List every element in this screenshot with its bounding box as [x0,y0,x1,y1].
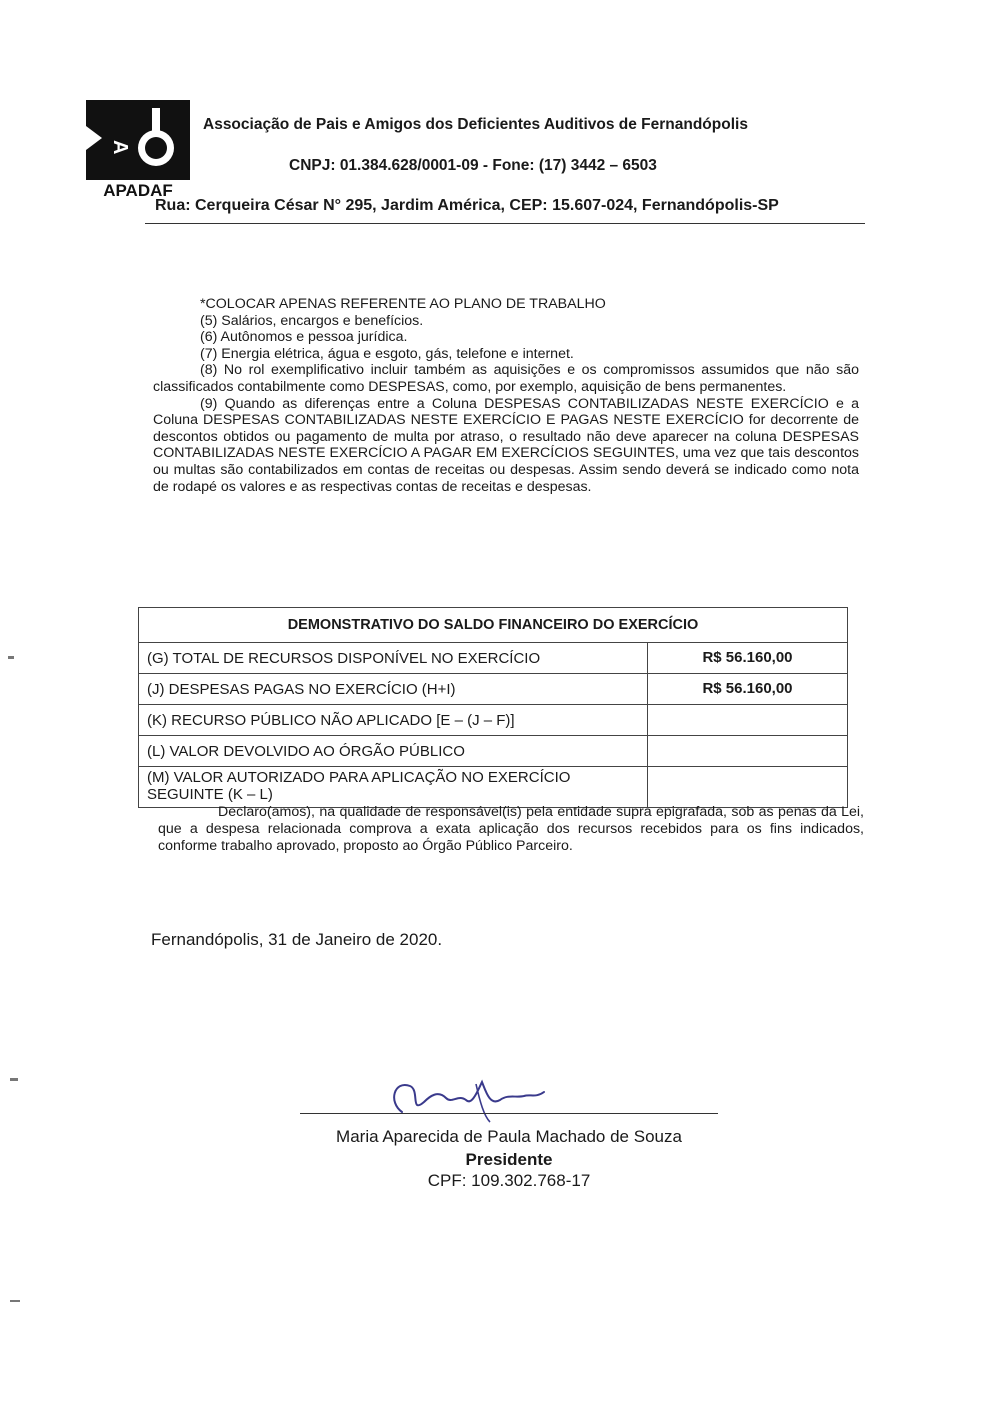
handwritten-signature [380,1072,560,1124]
signer-cpf: CPF: 109.302.768-17 [427,1171,591,1190]
signer-role: Presidente [465,1150,553,1169]
notes-section [153,296,859,495]
row-value [648,736,848,767]
row-label: (J) DESPESAS PAGAS NO EXERCÍCIO (H+I) [139,674,648,705]
signer-name: Maria Aparecida de Paula Machado de Souza [336,1127,682,1146]
apadaf-logo [82,98,194,198]
table-row [139,705,848,736]
organization-address: Rua: Cerqueira César N° 295, Jardim América, CEP: 15.607-024, Fernandópolis-SP [155,197,779,214]
svg-text:A: A [109,140,131,155]
row-label: (G) TOTAL DE RECURSOS DISPONÍVEL NO EXERCÍCIO [139,643,648,674]
note-5: (5) Salários, encargos e benefícios. [200,312,424,329]
header-divider [145,223,865,224]
table-row [139,736,848,767]
table-title: DEMONSTRATIVO DO SALDO FINANCEIRO DO EXERCÍCIO [139,608,848,643]
scan-mark [8,656,14,659]
note-8: (8) No rol exemplificativo incluir também as aquisições e os compromissos assumidos que não são classificados contabilmente como DESPESAS, como, por exemplo, aquisição de bens permanentes. [153,362,859,395]
scan-mark [10,1300,20,1302]
date-line: Fernandópolis, 31 de Janeiro de 2020. [151,930,443,949]
signature-line [300,1113,718,1114]
table-row [139,767,848,808]
note-intro: *COLOCAR APENAS REFERENTE AO PLANO DE TRABALHO [200,296,606,312]
table-header-row [139,608,848,643]
row-label: (M) VALOR AUTORIZADO PARA APLICAÇÃO NO EXERCÍCIO SEGUINTE (K – L) [139,767,648,808]
svg-text:APADAF: APADAF [103,181,173,198]
financial-balance-table [138,607,848,808]
row-value [648,767,848,808]
cnpj-phone: CNPJ: 01.384.628/0001-09 - Fone: (17) 3442 – 6503 [289,157,657,174]
organization-name: Associação de Pais e Amigos dos Deficientes Auditivos de Fernandópolis [203,116,748,133]
note-9: (9) Quando as diferenças entre a Coluna DESPESAS CONTABILIZADAS NESTE EXERCÍCIO e a Coluna DESPESAS CONTABILIZADAS NESTE EXERCÍCIO E PAGAS NESTE EXERCÍCIO for decorrente de descontos obtidos ou pagamento de multa por atraso, o resultado não deve aparecer na coluna DESPESAS CONTABILIZADAS NESTE EXERCÍCIO A PAGAR EM EXERCÍCIOS SEGUINTES, uma vez que tais descontos ou multas são contabilizados em contas de receitas ou despesas. Assim sendo deverá se indicado como nota de rodapé os valores e as respectivas contas de receitas e despesas. [153,395,859,495]
row-label: (L) VALOR DEVOLVIDO AO ÓRGÃO PÚBLICO [139,736,648,767]
row-value [648,705,848,736]
scan-mark [10,1078,18,1081]
table-row [139,674,848,705]
note-6: (6) Autônomos e pessoa jurídica. [200,329,408,346]
row-label: (K) RECURSO PÚBLICO NÃO APLICADO [E – (J – F)] [139,705,648,736]
declaration-paragraph: Declaro(amos), na qualidade de responsável(is) pela entidade supra epigrafada, sob as penas da Lei, que a despesa relacionada comprova a exata aplicação dos recursos recebidos para os fins indicados, conforme trabalho aprovado, proposto ao Órgão Público Parceiro. [158,804,864,854]
declaration-text [158,804,864,855]
row-value: R$ 56.160,00 [648,674,848,705]
note-7: (7) Energia elétrica, água e esgoto, gás, telefone e internet. [200,345,574,362]
table-row [139,643,848,674]
row-value: R$ 56.160,00 [648,643,848,674]
